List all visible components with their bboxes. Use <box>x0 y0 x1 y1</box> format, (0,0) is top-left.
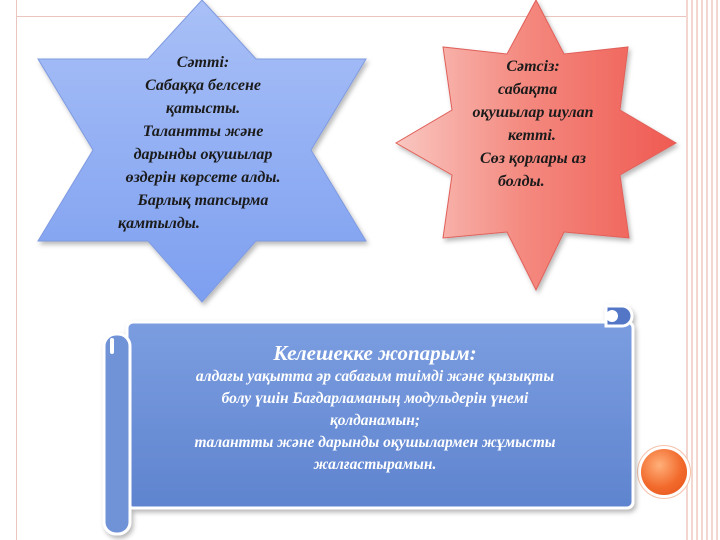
failure-star-line: болды. <box>498 173 545 190</box>
success-star-line: Сәтті: <box>176 54 230 71</box>
success-star-line: дарынды оқушылар <box>133 146 273 163</box>
failure-star-line: сабақта <box>498 81 558 98</box>
scroll-title: Келешекке жопарым: <box>273 341 477 365</box>
scroll-line: талантты және дарынды оқушылармен жұмысты <box>194 434 556 451</box>
failure-star-line: Сөз қорлары аз <box>480 150 586 167</box>
success-star-line: Барлық тапсырма <box>137 192 269 209</box>
scroll-line: алдағы уақытта әр сабағым тиімді және қызықты <box>195 368 555 385</box>
success-star-line: қамтылды. <box>118 215 200 232</box>
scroll-text <box>135 340 615 476</box>
failure-star-line: кетті. <box>508 127 556 144</box>
success-star-line: Сабаққа белсене <box>145 77 261 94</box>
scroll-line: болу үшін Бағдарламаның модульдерін үнемі <box>221 390 529 407</box>
scroll-line: қолданамын; <box>329 412 421 429</box>
scroll-line: жалғастырамын. <box>313 456 437 473</box>
failure-star-line: Сәтсіз: <box>506 58 560 75</box>
success-star-line: өздерін көрсете алды. <box>125 169 281 186</box>
failure-star-text <box>458 55 608 193</box>
success-star-text <box>88 51 318 235</box>
failure-star-line: оқушылар шулап <box>472 104 594 121</box>
success-star-line: қатысты. <box>165 100 241 117</box>
success-star-line: Талантты және <box>142 123 264 140</box>
